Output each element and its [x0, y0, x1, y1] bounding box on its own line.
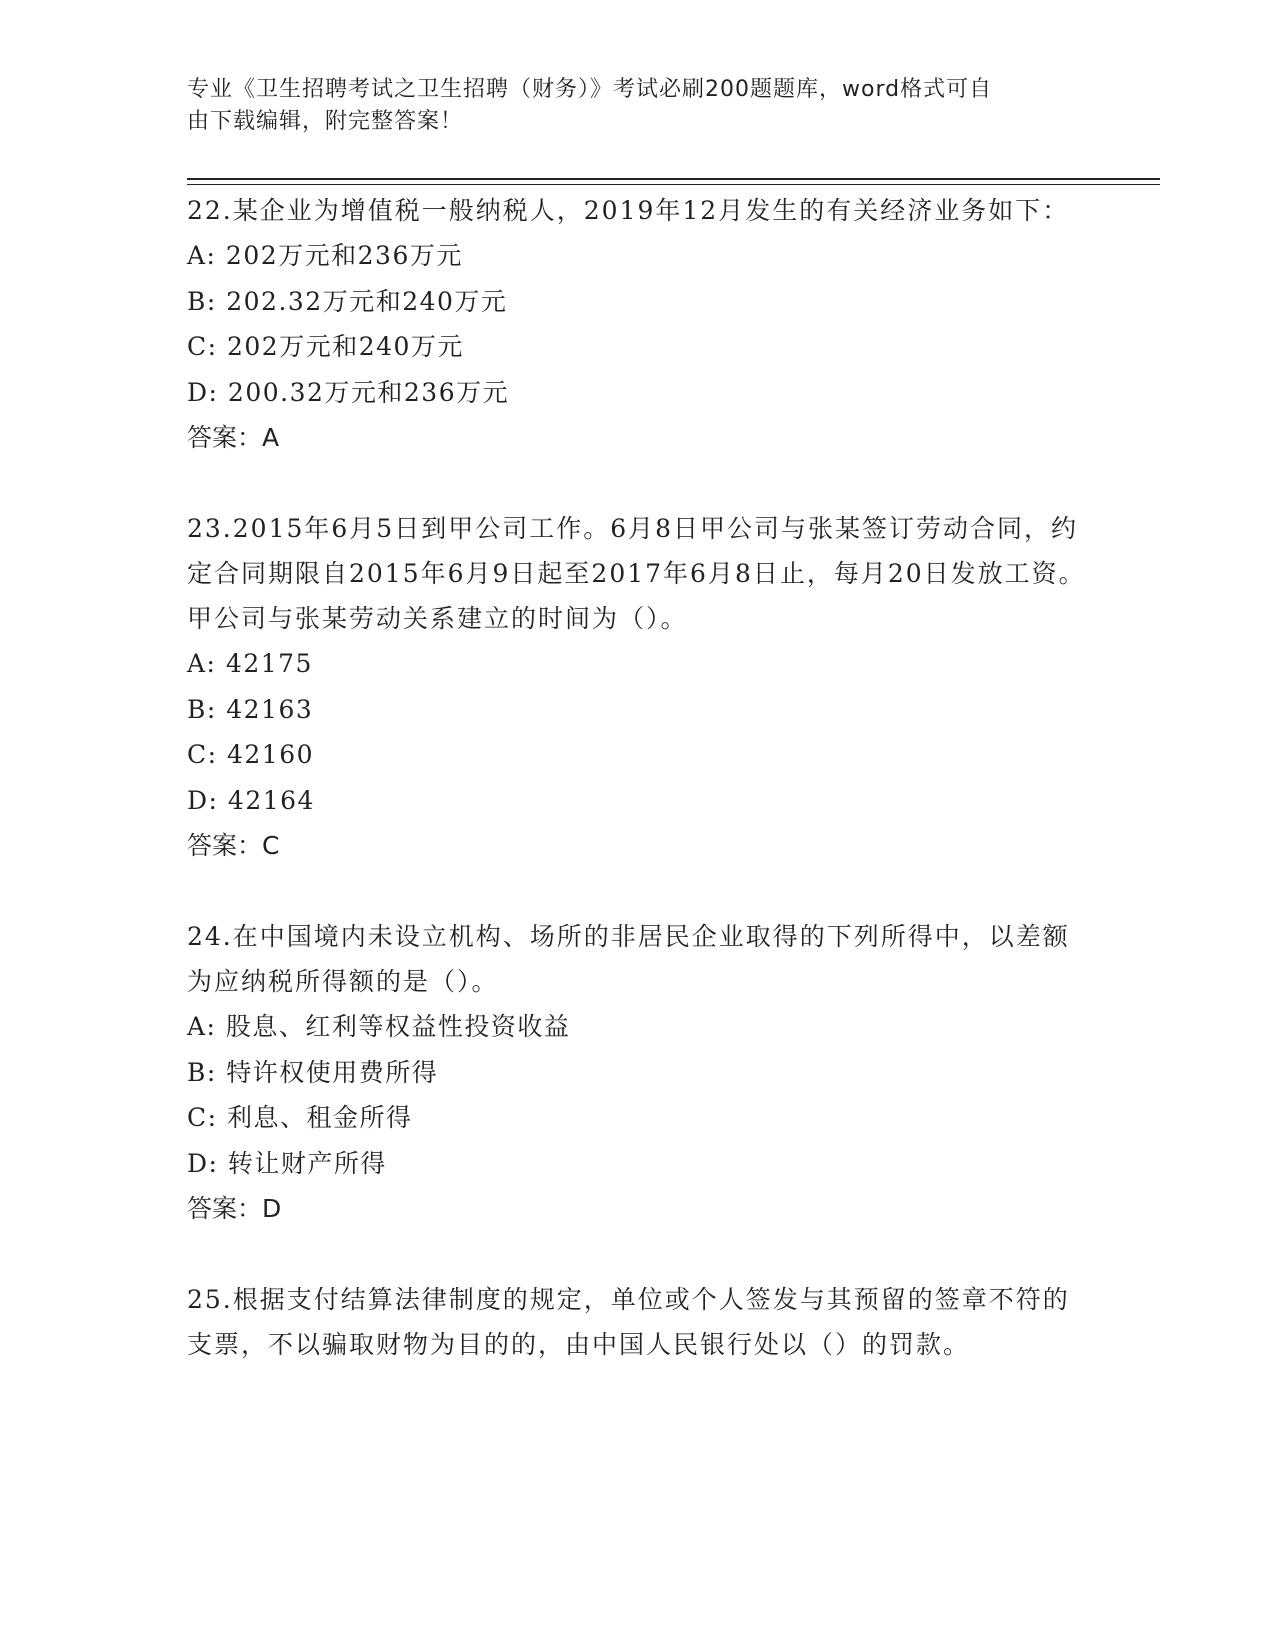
option-b: B: 202.32万元和240万元: [187, 286, 508, 316]
answer: 答案：C: [187, 831, 280, 860]
option-d: D: 200.32万元和236万元: [187, 377, 510, 407]
option-a: A: 202万元和236万元: [187, 241, 463, 270]
question-24: [187, 914, 1087, 1231]
question-list: [187, 188, 1087, 1413]
question-text: 24.在中国境内未设立机构、场所的非居民企业取得的下列所得中，以差额为应纳税所得额的是（）。: [187, 922, 1070, 996]
question-25: [187, 1277, 1087, 1367]
header-line-2: 由下载编辑，附完整答案！: [187, 109, 464, 134]
header-divider-thin: [187, 184, 1160, 185]
answer: 答案：D: [187, 1194, 282, 1223]
option-c: C: 202万元和240万元: [187, 332, 464, 361]
option-a: A: 42175: [187, 649, 313, 678]
option-a: A: 股息、红利等权益性投资收益: [187, 1012, 571, 1041]
question-text: 23.2015年6月5日到甲公司工作。6月8日甲公司与张某签订劳动合同，约定合同期限自2015年6月9日起至2017年6月8日止，每月20日发放工资。甲公司与张某劳动关系建立的时间为（）。: [187, 514, 1086, 633]
question-text: 25.根据支付结算法律制度的规定，单位或个人签发与其预留的签章不符的支票，不以骗取财物为目的的，由中国人民银行处以（）的罚款。: [187, 1285, 1070, 1359]
option-b: B: 42163: [187, 694, 314, 724]
option-b: B: 特许权使用费所得: [187, 1057, 439, 1087]
document-header: [187, 74, 1067, 138]
question-text: 22.某企业为增值税一般纳税人，2019年12月发生的有关经济业务如下：: [187, 196, 1070, 225]
header-divider-thick: [187, 178, 1160, 180]
question-23: [187, 506, 1087, 868]
answer: 答案：A: [187, 423, 280, 452]
question-22: [187, 188, 1087, 460]
header-line-1: 专业《卫生招聘考试之卫生招聘（财务）》考试必刷200题题库，word格式可自: [187, 77, 993, 102]
option-d: D: 转让财产所得: [187, 1148, 387, 1178]
option-c: C: 利息、租金所得: [187, 1103, 413, 1132]
option-c: C: 42160: [187, 740, 315, 769]
option-d: D: 42164: [187, 785, 315, 815]
